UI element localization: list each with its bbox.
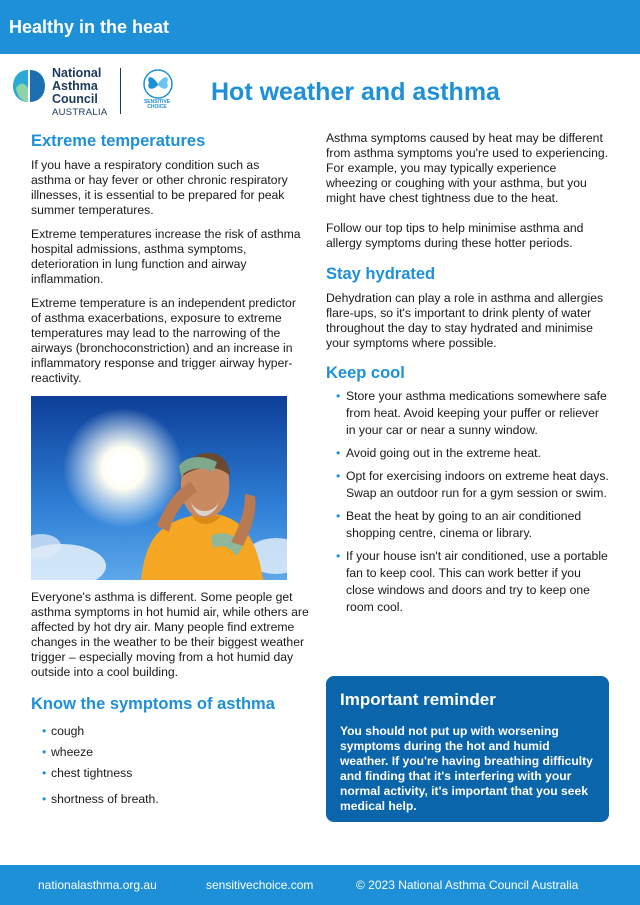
extreme-temperatures-heading: Extreme temperatures bbox=[31, 132, 206, 150]
reminder-text: You should not put up with worsening symptoms during the hot and humid weather. If you're having breathing difficulty and finding that it's interfering with your normal activity, it's important that you seek medical help. bbox=[340, 724, 593, 813]
list-item: • Opt for exercising indoors on extreme heat days. Swap an outdoor run for a gym session or swim. bbox=[326, 468, 611, 502]
extreme-paragraph-3: Extreme temperature is an independent predictor of asthma exacerbations, exposure to extreme temperatures may lead to the narrowing of the airways (bronchoconstriction) and an increase in inflammatory response and trigger airway hyper-reactivity. bbox=[31, 296, 296, 385]
sensitive-choice-butterfly-icon bbox=[140, 68, 176, 100]
left-lower-column bbox=[31, 590, 316, 807]
everyone-paragraph: Everyone's asthma is different. Some people get asthma symptoms in hot humid air, while others are affected by hot dry air. Many people find extreme changes in the weather to be their biggest weather trigger – especially moving from a hot humid day outside into a cool building. bbox=[31, 590, 309, 679]
logo-area bbox=[12, 66, 202, 118]
footer-copyright: © 2023 National Asthma Council Australia bbox=[356, 878, 579, 892]
list-item: • Avoid going out in the extreme heat. bbox=[326, 445, 611, 462]
reminder-heading: Important reminder bbox=[340, 690, 496, 709]
important-reminder-box bbox=[326, 676, 609, 822]
symptoms-list bbox=[31, 724, 316, 807]
keep-cool-list bbox=[326, 388, 611, 616]
page-title: Hot weather and asthma bbox=[211, 78, 500, 106]
list-item: • shortness of breath. bbox=[31, 792, 316, 807]
list-item: • If your house isn't air conditioned, use a portable fan to keep cool. This can work better if you close windows and doors and try to keep one room cool. bbox=[326, 548, 611, 616]
footer bbox=[0, 865, 640, 905]
logo-divider bbox=[120, 68, 121, 114]
nac-wordmark: National Asthma Council AUSTRALIA bbox=[52, 66, 108, 118]
list-item: • cough bbox=[31, 724, 316, 739]
sensitive-choice-wordmark: SENSITIVE CHOICE bbox=[143, 99, 171, 110]
extreme-paragraph-2: Extreme temperatures increase the risk of asthma hospital admissions, asthma symptoms, deterioration in lung function and airway inflammation. bbox=[31, 227, 301, 286]
top-banner bbox=[0, 0, 640, 54]
list-item: • Beat the heat by going to an air conditioned shopping centre, cinema or library. bbox=[326, 508, 611, 542]
right-paragraph-2: Follow our top tips to help minimise asthma and allergy symptoms during these hotter periods. bbox=[326, 221, 584, 250]
stay-hydrated-heading: Stay hydrated bbox=[326, 265, 436, 283]
footer-link-national-asthma[interactable]: nationalasthma.org.au bbox=[38, 878, 157, 892]
man-in-heat-photo bbox=[31, 396, 287, 580]
left-column bbox=[31, 131, 301, 386]
keep-cool-heading: Keep cool bbox=[326, 364, 405, 382]
extreme-paragraph-1: If you have a respiratory condition such as asthma or hay fever or other chronic respiratory illnesses, it is essential to be prepared for peak summer temperatures. bbox=[31, 158, 288, 217]
list-item: • wheeze bbox=[31, 745, 316, 760]
right-column bbox=[326, 131, 611, 616]
banner-title: Healthy in the heat bbox=[9, 17, 170, 37]
footer-link-sensitive-choice[interactable]: sensitivechoice.com bbox=[206, 878, 314, 892]
symptoms-heading: Know the symptoms of asthma bbox=[31, 695, 275, 713]
list-item: • Store your asthma medications somewhere safe from heat. Avoid keeping your puffer or reliever in your car or near a sunny window. bbox=[326, 388, 611, 439]
hydrated-paragraph: Dehydration can play a role in asthma and allergies flare-ups, so it's important to drink plenty of water throughout the day to stay hydrated and minimise your symptoms where possible. bbox=[326, 291, 604, 350]
national-asthma-council-logo-icon bbox=[12, 68, 46, 104]
right-paragraph-1: Asthma symptoms caused by heat may be different from asthma symptoms you're used to experiencing. For example, you may typically experience wheezing or coughing with your asthma, but you might have chest tightness due to the heat. bbox=[326, 131, 609, 205]
list-item: • chest tightness bbox=[31, 766, 316, 781]
